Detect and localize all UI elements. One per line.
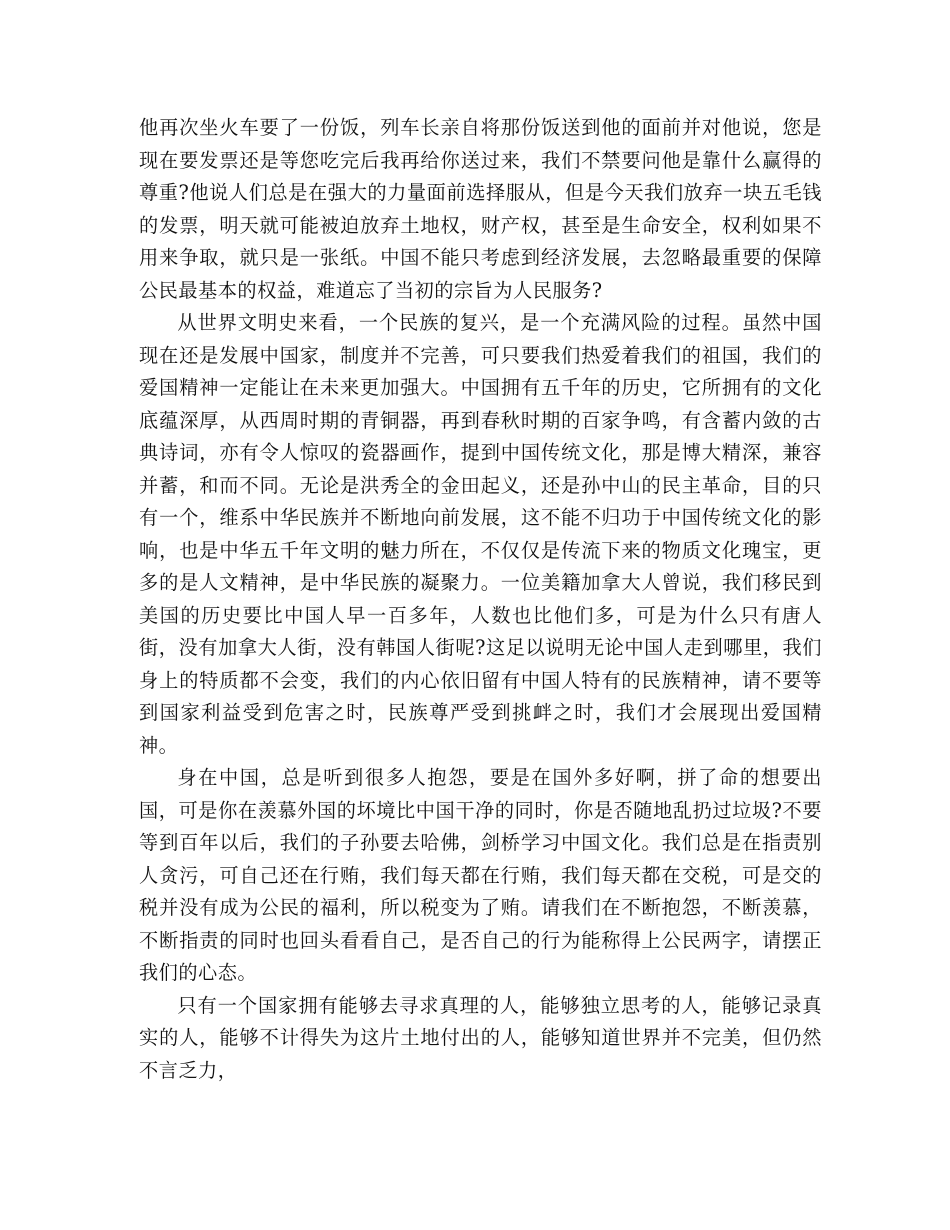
paragraph-1: 他再次坐火车要了一份饭，列车长亲自将那份饭送到他的面前并对他说，您是现在要发票还是等您吃完后我再给你送过来，我们不禁要问他是靠什么赢得的尊重?他说人们总是在强大的力量面前选择服从，但是今天我们放弃一块五毛钱的发票，明天就可能被迫放弃土地权，财产权，甚至是生命安全，权利如果不用来争取，就只是一张纸。中国不能只考虑到经济发展，去忽略最重要的保障公民最基本的权益，难道忘了当初的宗旨为人民服务? xyxy=(139,116,822,302)
paragraph-3: 身在中国，总是听到很多人抱怨，要是在国外多好啊，拼了命的想要出国，可是你在羡慕外国的坏境比中国干净的同时，你是否随地乱扔过垃圾?不要等到百年以后，我们的子孙要去哈佛，剑桥学习中国文化。我们总是在指责别人贪污，可自己还在行贿，我们每天都在行贿，我们每天都在交税，可是交的税并没有成为公民的福利，所以税变为了贿。请我们在不断抱怨，不断羡慕，不断指责的同时也回头看看自己，是否自己的行为能称得上公民两字，请摆正我们的心态。 xyxy=(139,766,822,984)
paragraph-2: 从世界文明史来看，一个民族的复兴，是一个充满风险的过程。虽然中国现在还是发展中国家，制度并不完善，可只要我们热爱着我们的祖国，我们的爱国精神一定能让在未来更加强大。中国拥有五千年的历史，它所拥有的文化底蕴深厚，从西周时期的青铜器，再到春秋时期的百家争鸣，有含蓄内敛的古典诗词，亦有令人惊叹的瓷器画作，提到中国传统文化，那是博大精深，兼容并蓄，和而不同。无论是洪秀全的金田起义，还是孙中山的民主革命，目的只有一个，维系中华民族并不断地向前发展，这不能不归功于中国传统文化的影响，也是中华五千年文明的魅力所在，不仅仅是传流下来的物质文化瑰宝，更多的是人文精神，是中华民族的凝聚力。一位美籍加拿大人曾说，我们移民到美国的历史要比中国人早一百多年，人数也比他们多，可是为什么只有唐人街，没有加拿大人街，没有韩国人街呢?这足以说明无论中国人走到哪里，我们身上的特质都不会变，我们的内心依旧留有中国人特有的民族精神，请不要等到国家利益受到危害之时，民族尊严受到挑衅之时，我们才会展现出爱国精神。 xyxy=(139,311,822,757)
document-body xyxy=(139,112,822,1087)
paragraph-4: 只有一个国家拥有能够去寻求真理的人，能够独立思考的人，能够记录真实的人，能够不计得失为这片土地付出的人，能够知道世界并不完美，但仍然不言乏力， xyxy=(139,993,822,1082)
